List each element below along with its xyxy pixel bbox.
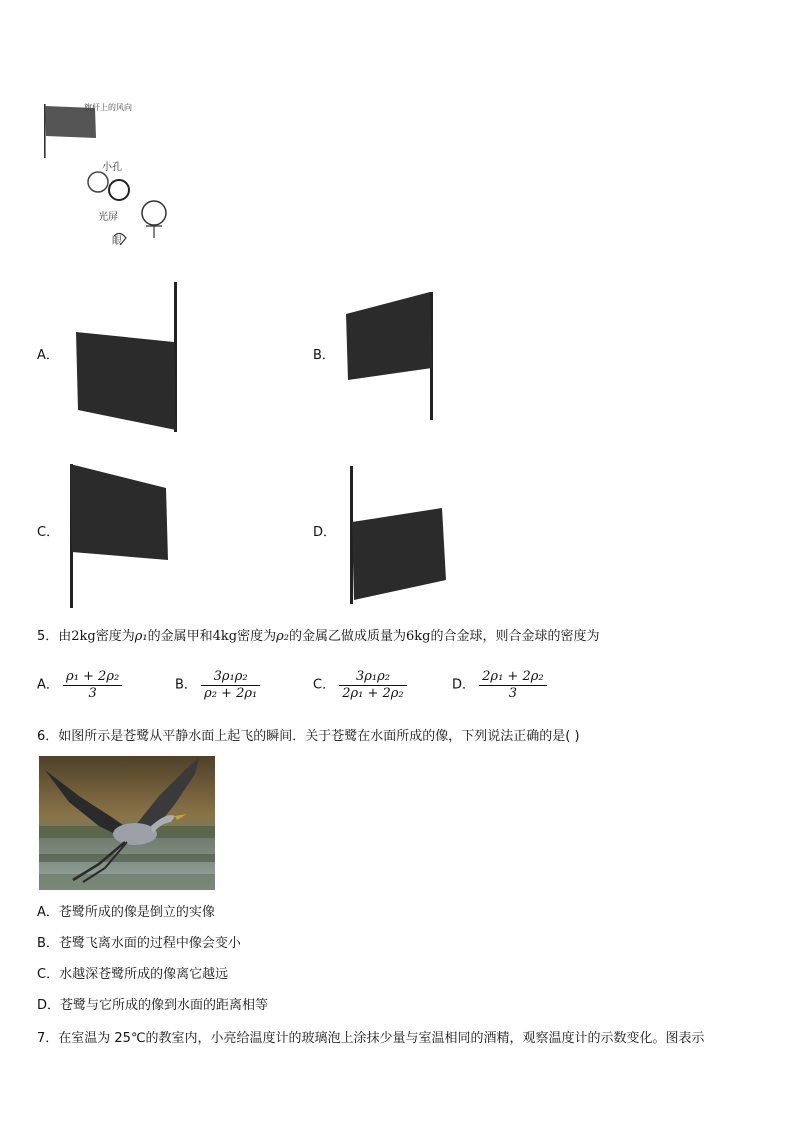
q5-option-d-numerator: 2ρ₁ + 2ρ₂: [479, 669, 546, 686]
sketch-label-bottom: 光屏: [98, 212, 118, 223]
q5-suffix: 的合金球，则合金球的密度为: [430, 629, 600, 644]
q4-option-d-label: D．: [313, 525, 337, 540]
q4-option-c-label: C．: [37, 525, 60, 540]
q5-option-a-numerator: ρ₁ + 2ρ₂: [63, 669, 122, 686]
q5-stem: [37, 629, 600, 645]
q6-stem: 6．如图所示是苍鹭从平静水面上起飞的瞬间．关于苍鹭在水面所成的像，下列说法正确的是( ): [37, 729, 580, 744]
q4-option-a-label: A．: [37, 348, 59, 363]
q5-mid1: 密度为: [95, 629, 135, 644]
q5-mid2: 的金属甲和: [147, 629, 213, 644]
q5-mid3: 密度为: [237, 629, 277, 644]
q5-rho1: ρ₁: [134, 629, 148, 644]
q5-option-a[interactable]: [37, 669, 122, 702]
q5-prefix: 5．由: [37, 629, 72, 644]
q4-option-c-flag-image[interactable]: [64, 460, 174, 610]
sketch-label-top: 旗杆上的风向: [84, 103, 132, 112]
q5-mass2: 4kg: [212, 629, 238, 644]
q5-option-c-label: C．: [313, 677, 336, 693]
q5-option-a-fraction: [63, 669, 122, 702]
q6-option-a[interactable]: A．苍鹭所成的像是倒立的实像: [37, 905, 215, 920]
q5-option-a-label: A．: [37, 677, 59, 693]
q4-option-b-label: B．: [313, 348, 335, 363]
q5-option-b-numerator: 3ρ₁ρ₂: [201, 669, 260, 686]
q5-mass3: 6kg: [406, 629, 431, 644]
q4-option-d-flag-image[interactable]: [344, 462, 449, 607]
q6-option-b[interactable]: B．苍鹭飞离水面的过程中像会变小: [37, 936, 241, 951]
q5-option-c[interactable]: [313, 669, 407, 702]
q5-option-b-fraction: [201, 669, 260, 702]
q6-option-c[interactable]: C．水越深苍鹭所成的像离它越远: [37, 967, 229, 982]
q5-option-d-denominator: 3: [508, 686, 517, 701]
q5-option-c-denominator: 2ρ₁ + 2ρ₂: [342, 686, 404, 701]
sketch-label-small: 眼: [112, 236, 122, 247]
q5-option-c-numerator: 3ρ₁ρ₂: [339, 669, 406, 686]
q5-mid4: 的金属乙做成质量为: [289, 629, 407, 644]
q5-option-d-fraction: [479, 669, 546, 702]
q5-option-d[interactable]: [452, 669, 547, 702]
q4-option-b-flag-image[interactable]: [340, 288, 440, 423]
pinhole-sketch-figure: [40, 100, 180, 250]
q5-option-b-label: B．: [175, 677, 197, 693]
q5-option-a-denominator: 3: [88, 686, 97, 701]
q5-option-b-denominator: ρ₂ + 2ρ₁: [204, 686, 258, 701]
q5-option-c-fraction: [339, 669, 406, 702]
sketch-label-mid: 小孔: [102, 162, 122, 173]
q4-option-a-flag-image[interactable]: [70, 280, 185, 435]
q5-option-d-label: D．: [452, 677, 476, 693]
q6-option-d[interactable]: D．苍鹭与它所成的像到水面的距离相等: [37, 998, 269, 1013]
q5-option-b[interactable]: [175, 669, 260, 702]
q5-mass1: 2kg: [71, 629, 96, 644]
q7-stem: 7．在室温为 25℃的教室内，小亮给温度计的玻璃泡上涂抹少量与室温相同的酒精，观察温度计的示数变化。图表示: [37, 1031, 705, 1046]
heron-photo: [39, 756, 215, 890]
q5-rho2: ρ₂: [276, 629, 290, 644]
